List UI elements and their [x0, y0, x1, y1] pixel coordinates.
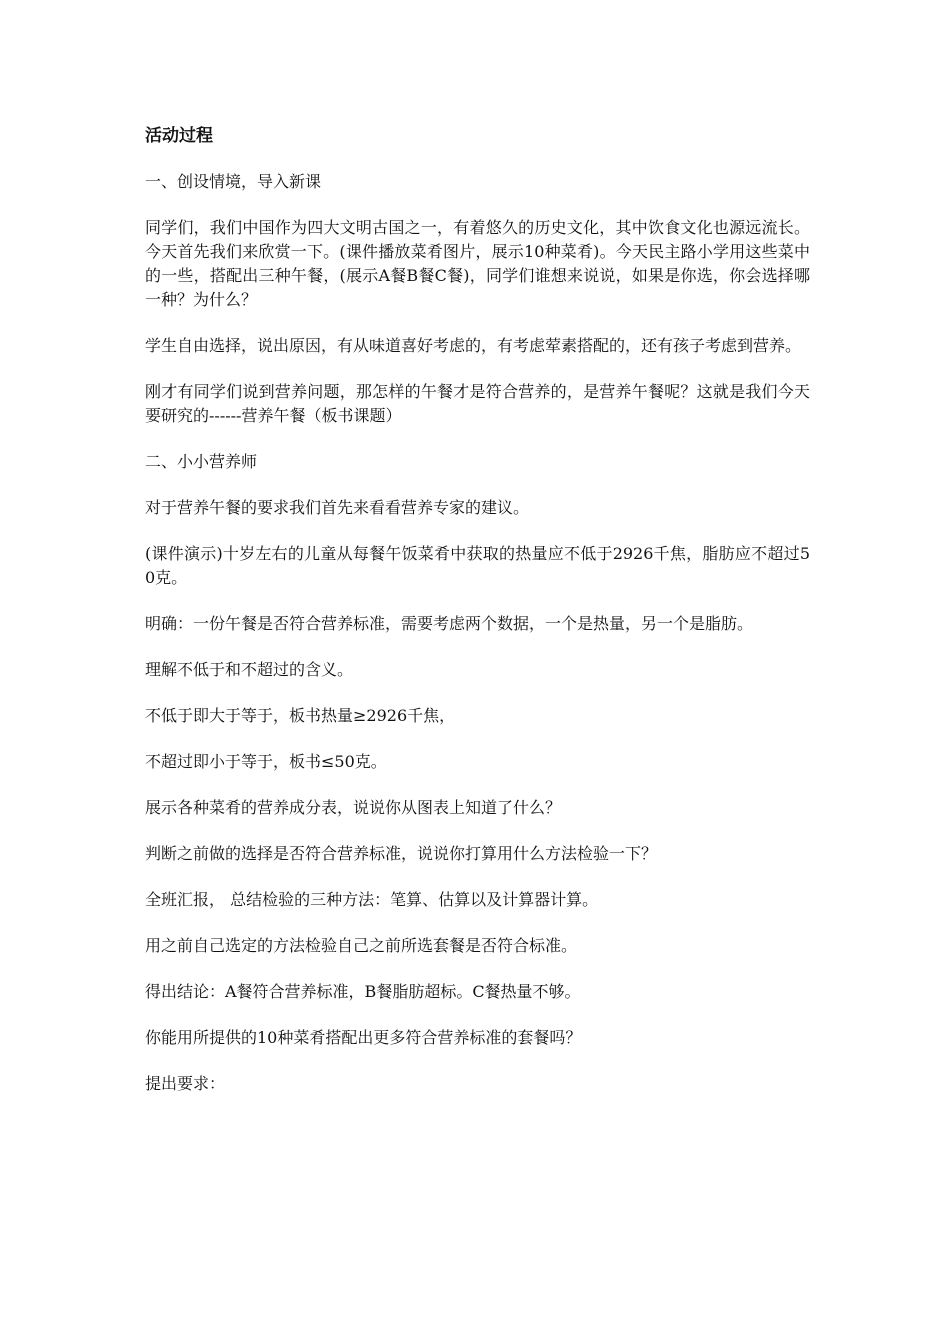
- paragraph: 得出结论：A餐符合营养标准，B餐脂肪超标。C餐热量不够。: [145, 982, 581, 1001]
- paragraph: 你能用所提供的10种菜肴搭配出更多符合营养标准的套餐吗？: [145, 1028, 582, 1047]
- paragraph: 同学们，我们中国作为四大文明古国之一，有着悠久的历史文化，其中饮食文化也源远流长。今天首先我们来欣赏一下。(课件播放菜肴图片，展示10种菜肴)。今天民主路小学用这些菜中的一些，搭配出三种午餐，(展示A餐B餐C餐)，同学们谁想来说说，如果是你选，你会选择哪一种？为什么？: [145, 218, 810, 309]
- heading-intro: 一、创设情境，导入新课: [145, 172, 322, 191]
- paragraph: 刚才有同学们说到营养问题，那怎样的午餐才是符合营养的，是营养午餐呢？这就是我们今天要研究的------营养午餐（板书课题）: [145, 382, 810, 425]
- paragraph: (课件演示)十岁左右的儿童从每餐午饭菜肴中获取的热量应不低于2926千焦，脂肪应不超过50克。: [145, 544, 810, 587]
- section-title: 活动过程: [145, 126, 213, 146]
- paragraph: 展示各种菜肴的营养成分表，说说你从图表上知道了什么？: [145, 798, 562, 817]
- paragraph: 判断之前做的选择是否符合营养标准，说说你打算用什么方法检验一下？: [145, 844, 658, 863]
- heading-nutritionist: 二、小小营养师: [145, 452, 258, 471]
- paragraph: 学生自由选择，说出原因，有从味道喜好考虑的，有考虑荤素搭配的，还有孩子考虑到营养。: [145, 336, 802, 355]
- paragraph: 对于营养午餐的要求我们首先来看看营养专家的建议。: [145, 498, 530, 517]
- paragraph: 全班汇报， 总结检验的三种方法：笔算、估算以及计算器计算。: [145, 890, 599, 909]
- paragraph: 提出要求：: [145, 1074, 226, 1093]
- paragraph: 理解不低于和不超过的含义。: [145, 660, 354, 679]
- document-body: [145, 124, 810, 1118]
- paragraph: 用之前自己选定的方法检验自己之前所选套餐是否符合标准。: [145, 936, 578, 955]
- paragraph: 明确：一份午餐是否符合营养标准，需要考虑两个数据，一个是热量，另一个是脂肪。: [145, 614, 754, 633]
- paragraph: 不超过即小于等于，板书≤50克。: [145, 752, 387, 771]
- paragraph: 不低于即大于等于，板书热量≥2926千焦，: [145, 706, 456, 725]
